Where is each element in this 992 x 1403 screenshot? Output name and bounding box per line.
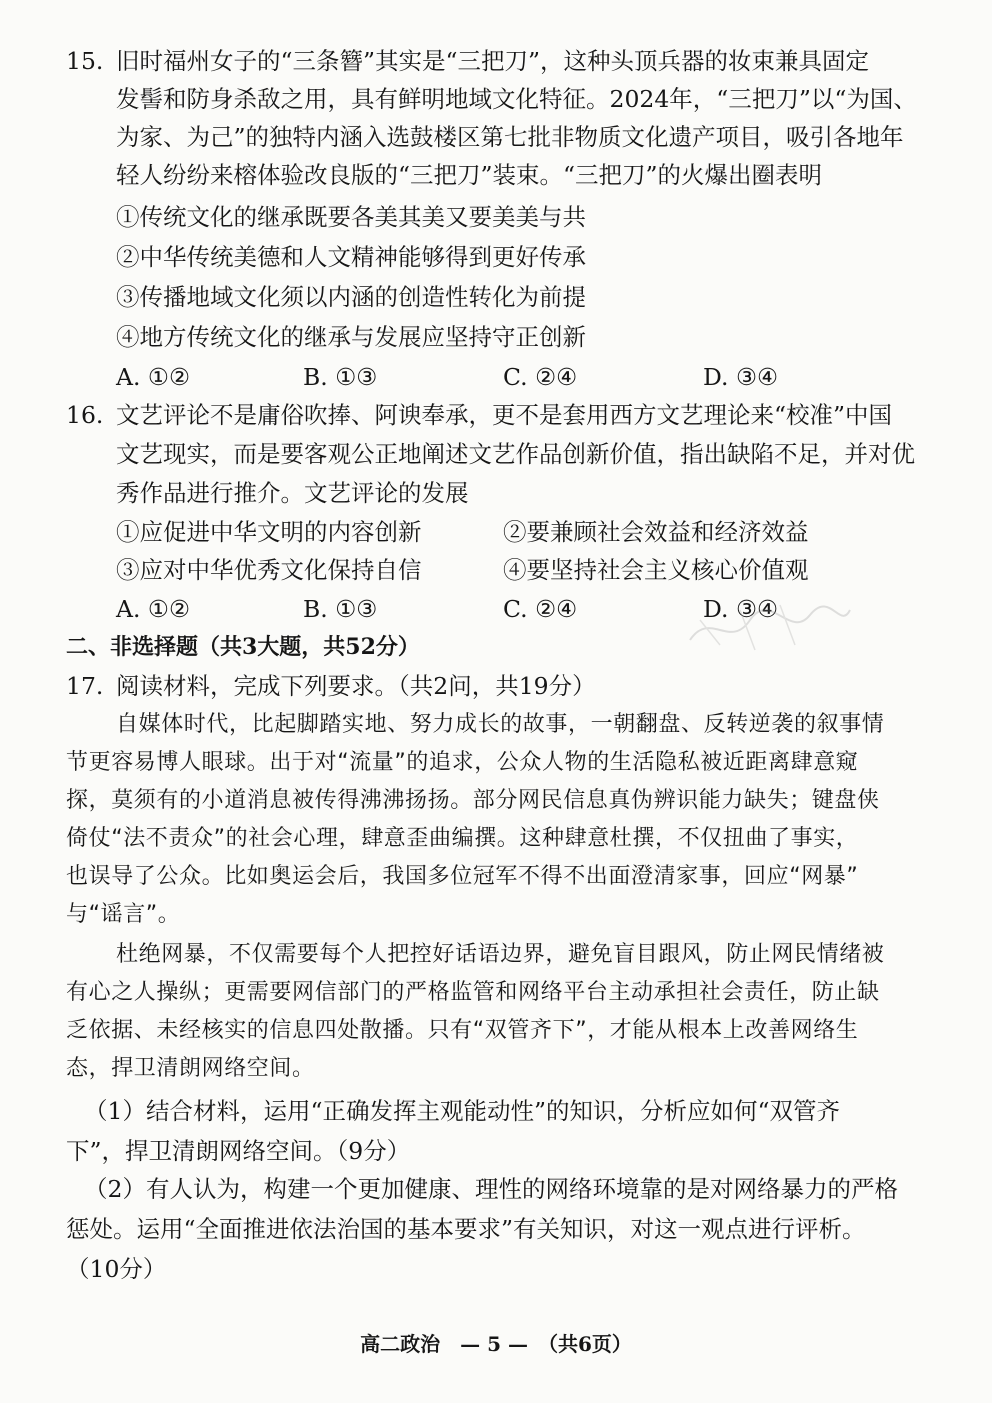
- q15-number: 15.: [66, 47, 104, 75]
- q16-option-d: D. ③④: [703, 595, 779, 623]
- q17-material-line: 节更容易博人眼球。出于对“流量”的追求，公众人物的生活隐私被近距离肆意窥: [66, 750, 859, 775]
- q16-statement: ④要坚持社会主义核心价值观: [503, 556, 809, 584]
- q16-statement: ③应对中华优秀文化保持自信: [116, 556, 422, 584]
- q17-sub2-line: （10分）: [66, 1255, 167, 1283]
- q17-number: 17.: [66, 672, 104, 700]
- q15-statement: ②中华传统美德和人文精神能够得到更好传承: [116, 243, 586, 271]
- section-2-title: 二、非选择题（共3大题，共52分）: [66, 634, 420, 660]
- q17-material-line: 自媒体时代，比起脚踏实地、努力成长的故事，一朝翻盘、反转逆袭的叙事情: [116, 712, 885, 737]
- q17-sub1-line: 下”，捍卫清朗网络空间。（9分）: [66, 1137, 411, 1165]
- q16-option-b: B. ①③: [303, 595, 378, 623]
- q17-material-line: 有心之人操纵；更需要网信部门的严格监管和网络平台主动承担社会责任，防止缺: [66, 980, 880, 1005]
- q17-material-line: 乏依据、未经核实的信息四处散播。只有“双管齐下”，才能从根本上改善网络生: [66, 1018, 859, 1043]
- q15-statement: ①传统文化的继承既要各美其美又要美美与共: [116, 203, 586, 231]
- q17-material-line: 也误导了公众。比如奥运会后，我国多位冠军不得不出面澄清家事，回应“网暴”: [66, 864, 859, 889]
- q17-material-line: 杜绝网暴，不仅需要每个人把控好话语边界，避免盲目跟风，防止网民情绪被: [116, 942, 885, 967]
- q16-option-a: A. ①②: [116, 595, 191, 623]
- q17-intro: 阅读材料，完成下列要求。（共2问，共19分）: [116, 672, 596, 700]
- q17-sub2-line: （2）有人认为，构建一个更加健康、理性的网络环境靠的是对网络暴力的严格: [84, 1175, 898, 1203]
- q15-statement: ④地方传统文化的继承与发展应坚持守正创新: [116, 323, 586, 351]
- q16-stem-line: 秀作品进行推介。文艺评论的发展: [116, 479, 469, 507]
- q15-option-c: C. ②④: [503, 363, 578, 391]
- q17-material-line: 探，莫须有的小道消息被传得沸沸扬扬。部分网民信息真伪辨识能力缺失；键盘侠: [66, 788, 880, 813]
- q16-statement: ①应促进中华文明的内容创新: [116, 518, 422, 546]
- q15-option-a: A. ①②: [116, 363, 191, 391]
- q17-sub2-line: 惩处。运用“全面推进依法治国的基本要求”有关知识，对这一观点进行评析。: [66, 1215, 866, 1243]
- q15-stem-line: 旧时福州女子的“三条簪”其实是“三把刀”，这种头顶兵器的妆束兼具固定: [116, 47, 870, 75]
- q16-option-c: C. ②④: [503, 595, 578, 623]
- q15-statement: ③传播地域文化须以内涵的创造性转化为前提: [116, 283, 586, 311]
- q17-material-line: 倚仗“法不责众”的社会心理，肆意歪曲编撰。这种肆意杜撰，不仅扭曲了事实，: [66, 826, 859, 851]
- q17-material-line: 与“谣言”。: [66, 902, 181, 927]
- q16-stem-line: 文艺现实，而是要客观公正地阐述文艺作品创新价值，指出缺陷不足，并对优: [116, 440, 915, 468]
- q15-stem-line: 发髻和防身杀敌之用，具有鲜明地域文化特征。2024年，“三把刀”以“为国、: [116, 85, 917, 113]
- q15-option-b: B. ①③: [303, 363, 378, 391]
- q17-material-line: 态，捍卫清朗网络空间。: [66, 1056, 315, 1081]
- q16-number: 16.: [66, 401, 104, 429]
- q16-statement: ②要兼顾社会效益和经济效益: [503, 518, 809, 546]
- faint-handwriting-mark: [680, 590, 860, 660]
- page-footer: 高二政治 — 5 — （共6页）: [360, 1332, 632, 1356]
- q17-sub1-line: （1）结合材料，运用“正确发挥主观能动性”的知识，分析应如何“双管齐: [84, 1097, 840, 1125]
- q15-stem-line: 轻人纷纷来榕体验改良版的“三把刀”装束。“三把刀”的火爆出圈表明: [116, 161, 823, 189]
- q15-stem-line: 为家、为己”的独特内涵入选鼓楼区第七批非物质文化遗产项目，吸引各地年: [116, 123, 904, 151]
- q15-option-d: D. ③④: [703, 363, 779, 391]
- q16-stem-line: 文艺评论不是庸俗吹捧、阿谀奉承，更不是套用西方文艺理论来“校准”中国: [116, 401, 893, 429]
